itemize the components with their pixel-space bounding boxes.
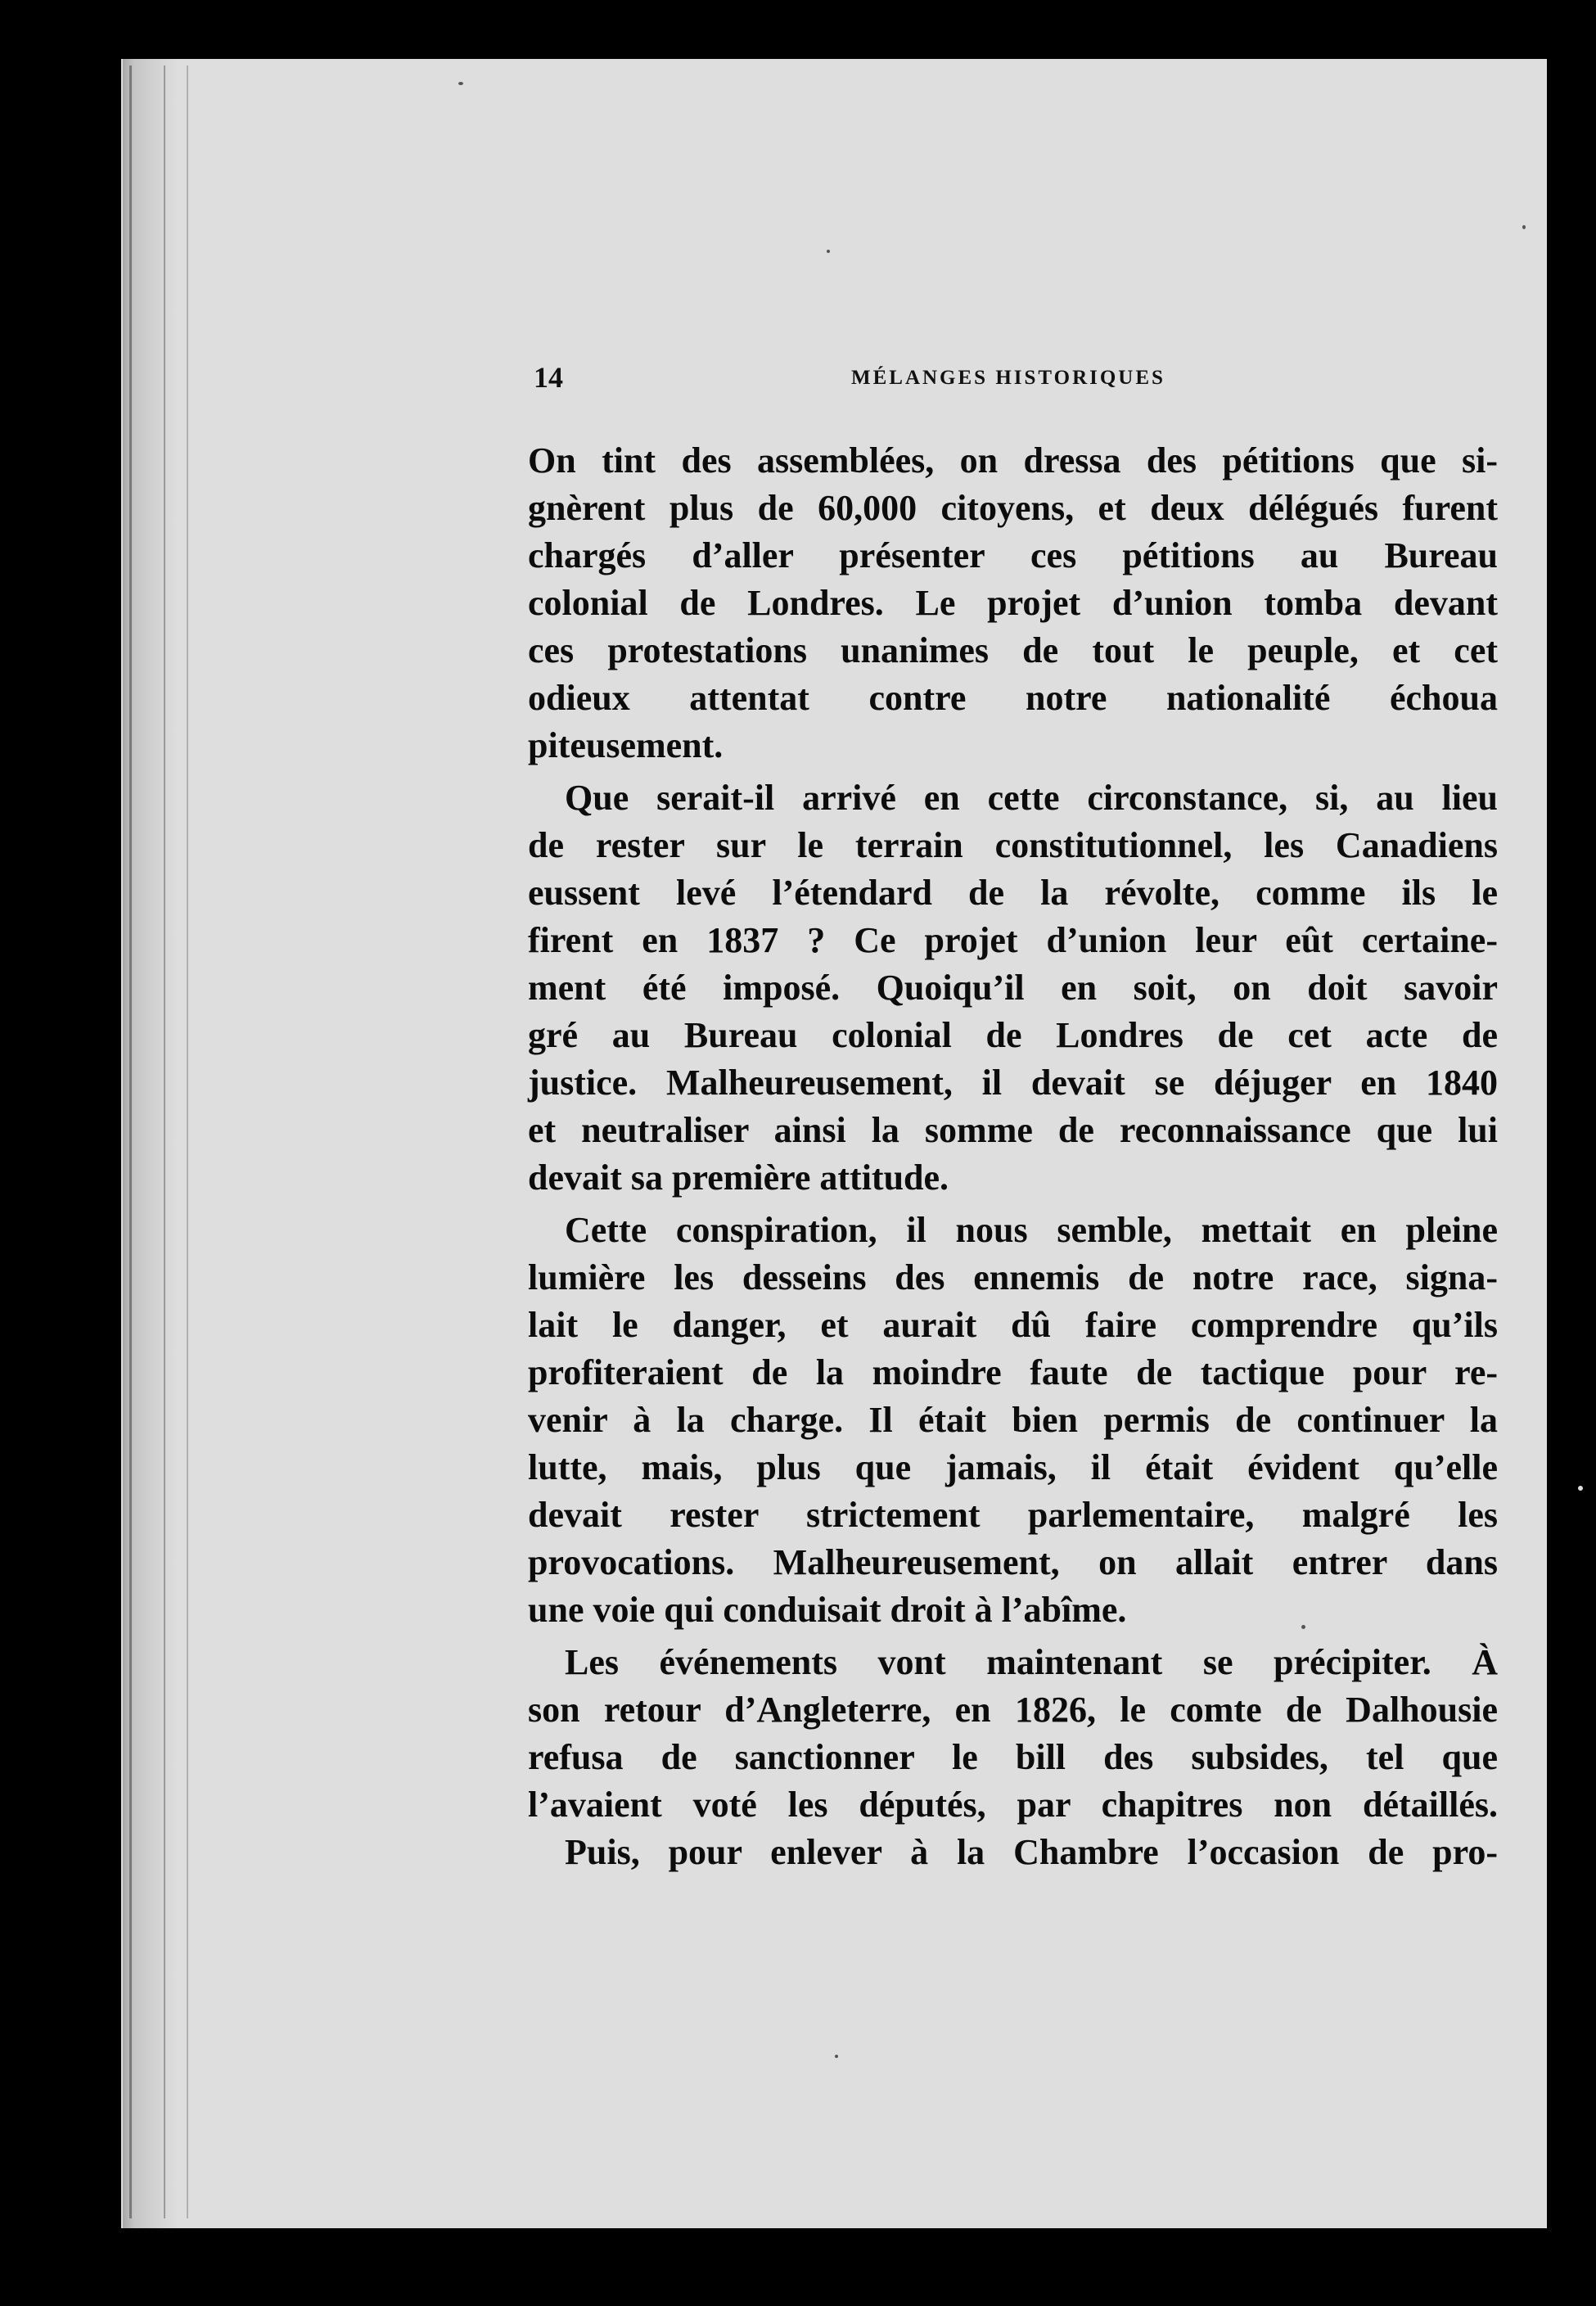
text-line: Cette conspiration, il nous semble, mettait en pleine: [565, 1210, 1498, 1250]
dust-speck: [458, 82, 463, 85]
text-line: son retour d’Angleterre, en 1826, le comte de Dalhousie: [528, 1690, 1498, 1730]
text-line: gnèrent plus de 60,000 citoyens, et deux délégués furent: [528, 488, 1498, 528]
dust-speck: [835, 2055, 838, 2058]
text-line: Puis, pour enlever à la Chambre l’occasion de pro-: [565, 1832, 1498, 1872]
page-edge-line: [164, 65, 165, 2218]
text-line: lutte, mais, plus que jamais, il était évident qu’elle: [528, 1447, 1498, 1487]
dust-speck: [827, 250, 830, 253]
text-line: On tint des assemblées, on dressa des pétitions que si-: [528, 440, 1498, 481]
page-edge-line: [187, 65, 188, 2218]
dust-speck: [1522, 225, 1526, 229]
text-line: et neutraliser ainsi la somme de reconnaissance que lui: [528, 1110, 1498, 1150]
text-line: chargés d’aller présenter ces pétitions au Bureau: [528, 535, 1498, 575]
page-header: [534, 360, 1522, 409]
text-line: lait le danger, et aurait dû faire comprendre qu’ils: [528, 1305, 1498, 1345]
text-line: justice. Malheureusement, il devait se déjuger en 1840: [528, 1063, 1498, 1103]
text-line: de rester sur le terrain constitutionnel, les Canadiens: [528, 825, 1498, 865]
page-edge-line: [129, 65, 132, 2218]
dust-speck: [1301, 1625, 1305, 1629]
text-line: profiteraient de la moindre faute de tactique pour re-: [528, 1352, 1498, 1392]
text-line: devait rester strictement parlementaire, malgré les: [528, 1495, 1498, 1535]
text-line: devait sa première attitude.: [528, 1158, 949, 1198]
text-line: venir à la charge. Il était bien permis de continuer la: [528, 1400, 1498, 1440]
text-line: ces protestations unanimes de tout le peuple, et cet: [528, 630, 1498, 670]
text-line: une voie qui conduisait droit à l’abîme.: [528, 1590, 1127, 1630]
text-line: gré au Bureau colonial de Londres de cet acte de: [528, 1015, 1498, 1055]
body-text: [528, 440, 1498, 1938]
text-line: ment été imposé. Quoiqu’il en soit, on doit savoir: [528, 968, 1498, 1008]
text-line: Que serait-il arrivé en cette circonstance, si, au lieu: [565, 778, 1498, 818]
text-line: firent en 1837 ? Ce projet d’union leur eût certaine-: [528, 920, 1498, 960]
dust-speck: [1578, 1486, 1583, 1491]
text-line: l’avaient voté les députés, par chapitres non détaillés.: [528, 1785, 1498, 1825]
text-line: lumière les desseins des ennemis de notre race, signa-: [528, 1257, 1498, 1297]
text-line: piteusement.: [528, 725, 724, 765]
text-line: Les événements vont maintenant se précipiter. À: [565, 1642, 1498, 1682]
text-line: colonial de Londres. Le projet d’union tomba devant: [528, 583, 1498, 623]
text-line: provocations. Malheureusement, on allait entrer dans: [528, 1542, 1498, 1582]
text-line: odieux attentat contre notre nationalité échoua: [528, 678, 1498, 718]
running-head: MÉLANGES HISTORIQUES: [851, 367, 1165, 389]
page-number: 14: [534, 361, 563, 394]
text-line: refusa de sanctionner le bill des subsides, tel que: [528, 1737, 1498, 1777]
text-line: eussent levé l’étendard de la révolte, comme ils le: [528, 873, 1498, 913]
